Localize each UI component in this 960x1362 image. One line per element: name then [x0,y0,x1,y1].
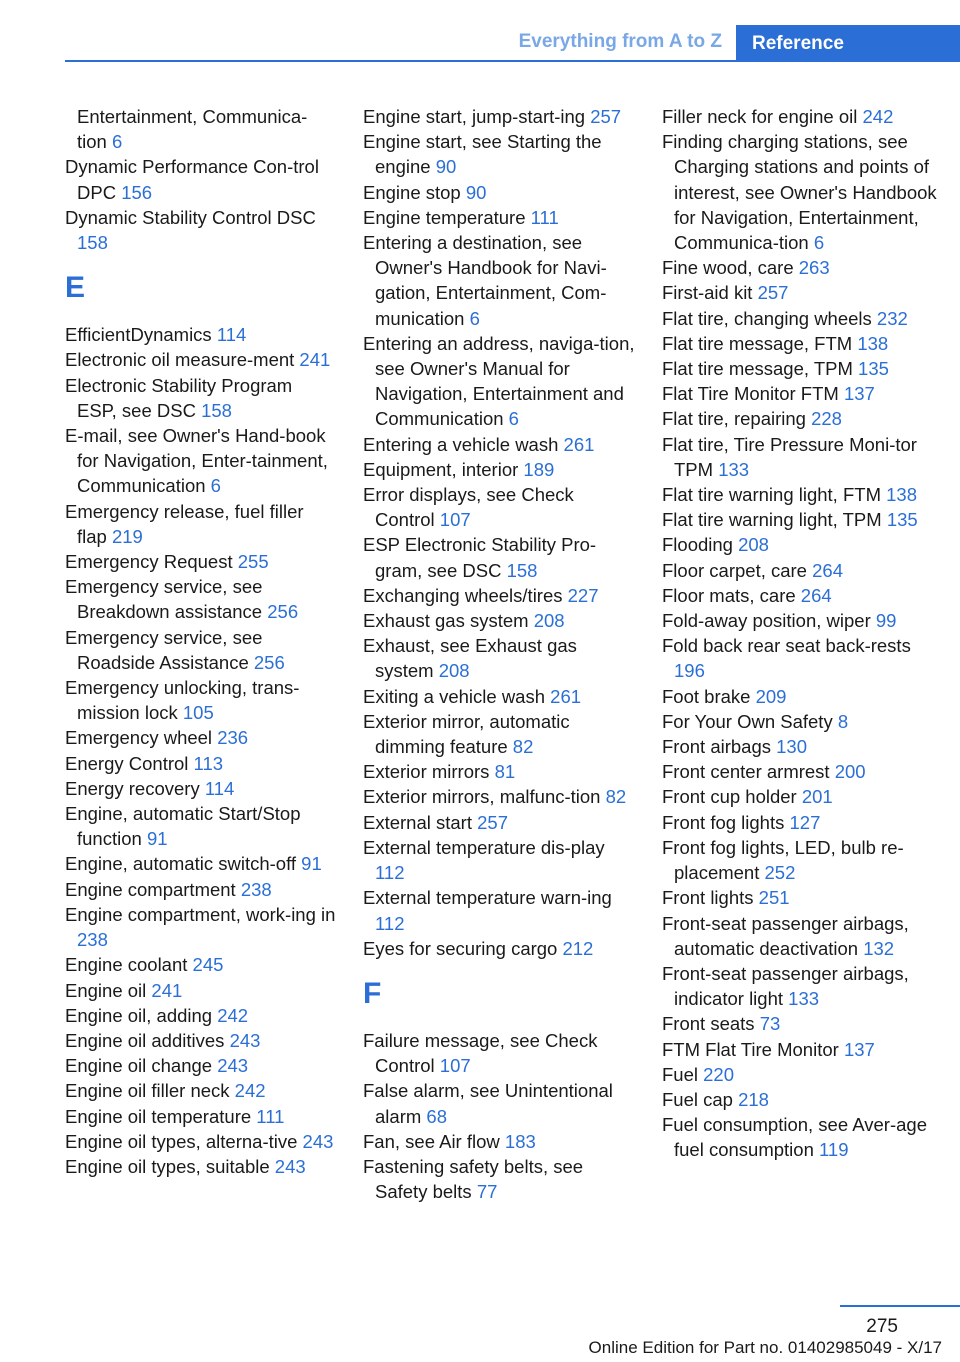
index-entry-text: Engine oil additives [65,1029,225,1051]
index-entry [65,1129,337,1154]
index-page-link[interactable]: 82 [512,736,534,758]
index-entry [662,406,942,431]
index-page-link[interactable]: 137 [843,383,875,405]
index-entry [662,911,942,961]
index-entry [363,759,635,784]
index-entry-text: Floor carpet, care [662,559,807,581]
index-entry-text: Engine oil types, suitable [65,1155,270,1177]
index-entry-text: Entering an address, naviga-tion, see Owner's Manual for Navigation, Entertainment and Communication [363,332,635,430]
page-header [0,25,960,61]
index-page-link[interactable]: 91 [301,853,322,875]
index-entry-text: Fuel [662,1063,698,1085]
index-page-link[interactable]: 111 [530,206,559,228]
index-entry-text: Filler neck for engine oil [662,106,858,127]
index-entry [662,759,942,784]
index-page-link[interactable]: 251 [758,887,790,909]
index-entry-text: Flat tire, Tire Pressure Moni-tor TPM [662,433,917,480]
index-page-link[interactable]: 208 [738,534,769,556]
index-page-link[interactable]: 238 [240,878,272,900]
index-page-link[interactable]: 236 [217,727,249,749]
index-entry-text: Electronic oil measure-ment [65,349,295,371]
index-page-link[interactable]: 105 [182,702,214,724]
index-entry [363,482,635,532]
index-page-link[interactable]: 114 [216,324,247,346]
index-page-link[interactable]: 137 [843,1038,875,1060]
index-entry-text: Entertainment, Communica-tion [77,106,308,153]
header-tab-reference [736,25,960,62]
index-entry [662,810,942,835]
index-entry-text: False alarm, see Unintentional alarm [363,1080,613,1127]
index-page-link[interactable]: 242 [217,1004,249,1026]
index-page-link[interactable]: 196 [674,660,705,682]
index-entry [65,801,337,851]
index-entry-text: Flat tire warning light, FTM [662,484,881,506]
index-page-link[interactable]: 256 [253,651,285,673]
index-entry [363,633,635,683]
index-entry [662,129,942,255]
index-page-link[interactable]: 132 [863,937,895,959]
index-entry-text: FTM Flat Tire Monitor [662,1038,839,1060]
index-entry-text: Front center armrest [662,761,830,783]
index-entry [662,1062,942,1087]
index-entry-text: Entering a destination, see Owner's Handbook for Navi-gation, Entertainment, Com-munication [363,232,607,329]
index-entry [65,322,337,347]
index-entry [65,625,337,675]
index-column-3 [662,104,942,1163]
index-entry [65,549,337,574]
index-entry [662,709,942,734]
index-page-link[interactable]: 257 [590,106,622,127]
index-page-link[interactable]: 201 [801,786,833,808]
index-page-link[interactable]: 133 [718,458,750,480]
index-entry [363,885,635,935]
index-entry-text: Engine compartment, work-ing in [65,903,336,925]
index-entry-text: Foot brake [662,685,751,707]
index-entry [363,835,635,885]
index-entry [363,784,635,809]
index-page-link[interactable]: 218 [738,1088,769,1110]
index-entry [662,432,942,482]
index-page-link[interactable]: 138 [886,484,917,506]
index-entry [662,532,942,557]
index-entry [65,1003,337,1028]
index-entry-text: E-mail, see Owner's Hand-book for Navigation, Enter-tainment, Communication [65,425,328,497]
index-entry [65,1078,337,1103]
index-entry-text: Front seats [662,1013,755,1035]
index-page-link[interactable]: 257 [477,811,509,833]
index-page-link[interactable]: 6 [210,475,221,497]
index-entry-text: Flat tire message, TPM [662,358,853,380]
index-entry-text: Flooding [662,534,733,556]
index-entry [65,499,337,549]
index-entry [65,104,337,154]
index-page-link[interactable]: 6 [469,307,480,329]
index-page-link[interactable]: 228 [811,408,842,430]
index-entry [662,684,942,709]
index-column-2 [363,104,635,1204]
index-page-link[interactable]: 158 [201,399,232,421]
index-page-link[interactable]: 91 [146,828,168,850]
index-page-link[interactable]: 243 [274,1155,306,1177]
index-entry-text: For Your Own Safety [662,710,833,732]
index-entry [65,373,337,423]
index-page-link[interactable]: 6 [111,131,123,153]
index-entry [662,558,942,583]
index-page-link[interactable]: 242 [862,106,894,127]
index-entry [363,936,635,961]
index-entry [363,684,635,709]
index-page-link[interactable]: 219 [111,525,143,547]
index-entry [662,734,942,759]
index-entry [363,230,635,331]
index-entry [662,633,942,683]
index-entry-text: Fuel consumption, see Aver-age fuel consumption [662,1114,927,1161]
index-entry-text: Front cup holder [662,786,797,808]
index-entry-text: Fold back rear seat back-rests [662,635,911,657]
index-entry [662,885,942,910]
index-page-link[interactable]: 6 [813,232,825,254]
index-entry-text: Finding charging stations, see Charging stations and points of interest, see Owner's Handbook for Navigation, Entertainment, Communica-tion [662,131,937,254]
index-page-link[interactable]: 227 [567,584,599,606]
index-entry-text: Engine oil [65,979,147,1001]
index-entry-text: Fold-away position, wiper [662,610,871,632]
index-entry-text: Fastening safety belts, see Safety belts [363,1155,584,1203]
index-page-link[interactable]: 264 [800,584,832,606]
index-entry-text: Engine oil filler neck [65,1080,230,1102]
index-entry-text: Emergency wheel [65,727,213,749]
index-entry [662,835,942,885]
index-entry [363,1154,635,1204]
index-entry [363,1129,635,1154]
index-entry [65,851,337,876]
header-rule [65,60,960,62]
index-entry-text: ESP Electronic Stability Pro-gram, see DSC [363,534,597,581]
index-entry [363,104,635,129]
index-entry-text: Exhaust, see Exhaust gas system [363,635,577,682]
index-entry [65,1104,337,1129]
index-page-link[interactable]: 82 [605,786,627,808]
index-page-link[interactable]: 158 [77,232,108,254]
header-section-title: Everything from A to Z [518,31,722,52]
index-entry-text: Flat tire message, FTM [662,332,853,354]
index-entry [662,961,942,1011]
index-entry-text: Engine oil temperature [65,1105,252,1127]
index-page-link[interactable]: 81 [494,761,516,783]
index-page-link[interactable]: 189 [523,458,555,480]
index-entry-text: Front-seat passenger airbags, automatic deactivation [662,912,909,959]
index-page-link[interactable]: 90 [435,156,457,178]
index-entry-text: Exterior mirrors [363,761,490,783]
index-entry-text: Front lights [662,887,754,909]
index-entry-text: External temperature warn-ing [363,887,612,909]
index-entry-text: Flat Tire Monitor FTM [662,383,839,405]
index-entry-text: Eyes for securing cargo [363,937,558,959]
index-entry-text: Exhaust gas system [363,610,529,632]
index-entry [363,129,635,179]
index-entry [363,1028,635,1078]
index-entry-text: Engine start, see Starting the engine [363,131,602,178]
index-page-link[interactable]: 158 [506,559,538,581]
index-page-link[interactable]: 135 [886,509,918,531]
index-page-link[interactable]: 243 [229,1029,261,1051]
index-page-link[interactable]: 113 [193,752,224,774]
index-entry [363,583,635,608]
index-entry [662,104,942,129]
index-entry-text: Front airbags [662,736,771,758]
index-letter-heading: E [65,271,86,305]
page-number: 275 [866,1316,898,1337]
index-entry-text: Energy recovery [65,777,200,799]
index-entry-text: Engine, automatic switch-off [65,853,297,875]
index-page-link[interactable]: 261 [563,433,595,455]
index-entry [65,725,337,750]
index-entry [662,784,942,809]
index-page-link[interactable]: 220 [703,1063,735,1085]
index-entry-text: EfficientDynamics [65,324,212,346]
index-entry-text: Energy Control [65,752,189,774]
index-entry-text: Engine compartment [65,878,236,900]
index-page-link[interactable]: 183 [504,1130,536,1152]
index-entry-text: External temperature dis-play [363,836,605,858]
index-page-link[interactable]: 107 [439,1055,471,1077]
index-page-link[interactable]: 241 [151,979,183,1001]
index-entry-text: Engine start, jump-start-ing [363,106,586,127]
index-entry-text: Exchanging wheels/tires [363,584,563,606]
index-entry-text: Engine, automatic Start/Stop function [65,803,301,850]
index-page-link[interactable]: 111 [256,1105,285,1127]
index-entry [65,952,337,977]
index-entry-text: Fan, see Air flow [363,1130,500,1152]
index-entry [65,1053,337,1078]
index-entry [662,381,942,406]
index-page-link[interactable]: 138 [857,332,889,354]
index-page-link[interactable]: 90 [465,181,487,203]
index-entry-text: Fuel cap [662,1088,733,1110]
index-page-link[interactable]: 243 [217,1055,249,1077]
index-entry [662,356,942,381]
index-entry [65,776,337,801]
footer-rule [840,1305,960,1307]
index-entry-text: Engine oil types, alterna-tive [65,1130,298,1152]
index-page-link[interactable]: 263 [798,257,830,279]
index-entry-text: Front-seat passenger airbags, indicator light [662,962,909,1010]
index-entry [65,675,337,725]
index-entry-text: Entering a vehicle wash [363,433,559,455]
index-entry [65,423,337,499]
index-entry-text: Front fog lights, LED, bulb re-placement [662,836,904,884]
index-entry-text: Dynamic Performance Con-trol DPC [65,156,319,203]
index-page-link[interactable]: 200 [834,761,866,783]
header-tab-label: Reference [752,33,844,54]
index-page-link[interactable]: 107 [439,509,471,531]
index-entry-text: Emergency service, see Roadside Assistance [65,626,263,673]
index-entry-text: Front fog lights [662,811,785,833]
index-page-link[interactable]: 99 [875,610,897,632]
index-entry [662,306,942,331]
index-page-link[interactable]: 114 [204,777,235,799]
index-page-link[interactable]: 209 [755,685,787,707]
index-entry-text: Engine oil, adding [65,1004,213,1026]
index-entry-text: First-aid kit [662,282,753,304]
index-page-link[interactable]: 68 [426,1105,447,1127]
index-page-link[interactable]: 245 [192,954,224,976]
index-entry [363,709,635,759]
index-entry-text: Emergency release, fuel filler flap [65,500,304,547]
index-entry-text: Floor mats, care [662,584,796,606]
index-page-link[interactable]: 73 [759,1013,781,1035]
index-entry-text: Flat tire, repairing [662,408,806,430]
index-entry-text: Exiting a vehicle wash [363,685,546,707]
index-entry-text: Flat tire, changing wheels [662,307,872,329]
edition-note: Online Edition for Part no. 01402985049 - X/17 [588,1338,942,1357]
index-entry [363,1078,635,1128]
index-entry [662,1011,942,1036]
index-entry [662,1037,942,1062]
index-entry-text: Equipment, interior [363,458,519,480]
index-page-link[interactable]: 255 [237,551,269,573]
index-page-link[interactable]: 77 [476,1181,498,1203]
index-page-link[interactable]: 243 [302,1130,334,1152]
index-page-link[interactable]: 238 [77,929,108,951]
index-entry-text: Engine temperature [363,206,526,228]
index-page-link[interactable]: 112 [375,862,405,884]
index-page-link[interactable]: 133 [788,988,820,1010]
index-page-link[interactable]: 257 [757,282,789,304]
index-entry-text: Emergency Request [65,551,233,573]
index-entry [65,574,337,624]
index-entry [65,751,337,776]
index-page-link[interactable]: 8 [837,710,849,732]
index-entry [363,457,635,482]
index-entry [662,280,942,305]
index-entry [65,978,337,1003]
index-entry-text: Emergency unlocking, trans-mission lock [65,677,300,724]
index-entry [662,507,942,532]
index-entry-text: Engine stop [363,181,461,203]
index-entry [363,205,635,230]
index-entry [65,154,337,204]
index-letter-heading: F [363,976,382,1010]
index-entry-text: Engine oil change [65,1055,213,1077]
index-entry [65,1028,337,1053]
index-entry-text: Flat tire warning light, TPM [662,509,882,531]
index-entry-text: Engine coolant [65,954,188,976]
index-entry [65,877,337,902]
index-page-link[interactable]: 127 [789,811,821,833]
index-entry-text: Dynamic Stability Control DSC [65,206,316,228]
index-page-link[interactable]: 212 [562,937,594,959]
index-page-link[interactable]: 135 [858,358,889,380]
index-entry [65,347,337,372]
index-entry [363,432,635,457]
index-page-link[interactable]: 130 [776,736,808,758]
index-entry [662,1112,942,1162]
index-entry [363,608,635,633]
index-page-link[interactable]: 252 [764,862,796,884]
index-page-link[interactable]: 261 [550,685,582,707]
index-entry [65,1154,337,1179]
index-entry-text: Exterior mirrors, malfunc-tion [363,786,601,808]
index-entry [662,608,942,633]
index-page-link[interactable]: 156 [121,181,153,203]
index-entry [363,810,635,835]
index-page-link[interactable]: 264 [812,559,843,581]
index-entry-text: External start [363,811,472,833]
index-page-link[interactable]: 241 [299,349,331,371]
index-entry [363,532,635,582]
index-entry-text: Emergency service, see Breakdown assistance [65,576,263,623]
index-entry [662,255,942,280]
index-page-link[interactable]: 256 [267,601,299,623]
index-entry-text: Error displays, see Check Control [363,484,574,531]
index-column-1 [65,104,337,1179]
index-entry [662,1087,942,1112]
index-entry [662,482,942,507]
index-entry [662,583,942,608]
index-entry-text: Electronic Stability Program ESP, see DSC [65,374,293,421]
index-entry [662,331,942,356]
index-entry-text: Exterior mirror, automatic dimming feature [363,710,570,758]
index-page-link[interactable]: 208 [533,610,565,632]
index-page-link[interactable]: 119 [819,1139,849,1161]
index-page-link[interactable]: 112 [375,912,405,934]
index-entry [363,331,635,432]
index-page-link[interactable]: 208 [438,660,470,682]
index-entry [65,902,337,952]
index-entry-text: Failure message, see Check Control [363,1029,598,1077]
index-entry [65,205,337,255]
index-page-link[interactable]: 242 [234,1080,266,1102]
index-page-link[interactable]: 232 [876,307,908,329]
index-entry [363,180,635,205]
index-entry-text: Fine wood, care [662,257,794,279]
index-page-link[interactable]: 6 [508,408,519,430]
